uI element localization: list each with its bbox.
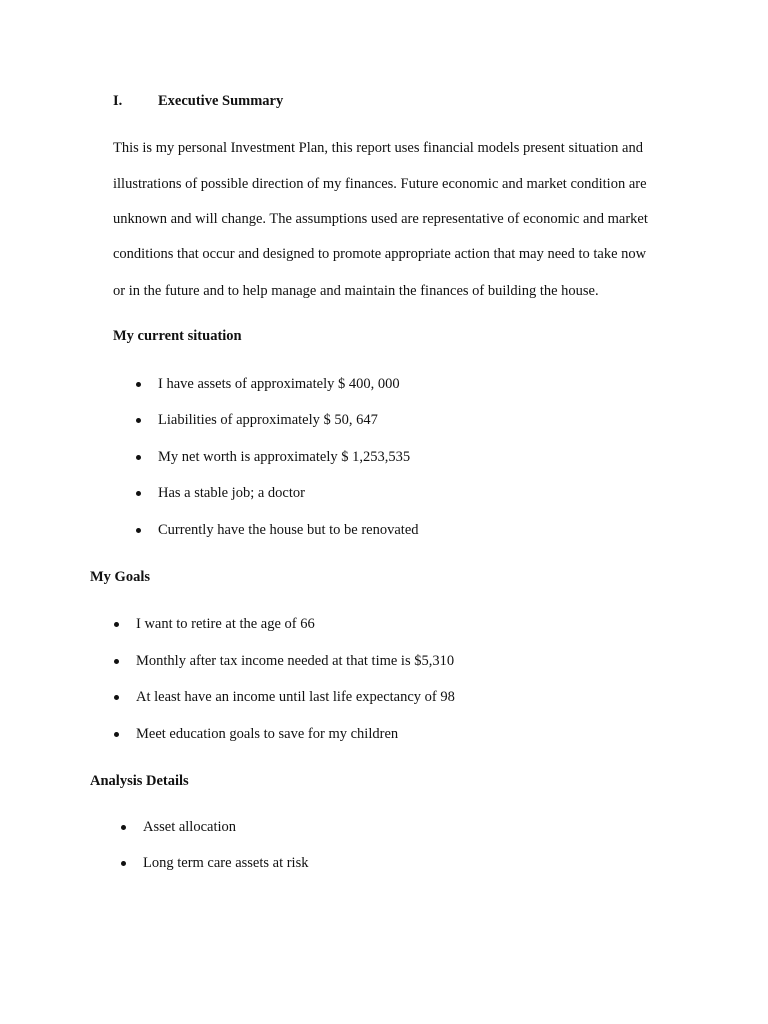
list-item: Monthly after tax income needed at that time is $5,310	[136, 653, 455, 669]
bullet-icon	[136, 382, 141, 387]
bullet-icon	[121, 861, 126, 866]
list-item: Currently have the house but to be renovated	[158, 522, 419, 538]
goals-heading: My Goals	[90, 569, 151, 585]
bullet-icon	[121, 825, 126, 830]
section-number: I.	[113, 93, 123, 109]
bullet-icon	[114, 695, 119, 700]
intro-line: illustrations of possible direction of my finances. Future economic and market condition are	[113, 176, 647, 192]
intro-line: This is my personal Investment Plan, this report uses financial models present situation and	[113, 140, 643, 156]
list-item: Long term care assets at risk	[143, 855, 309, 871]
list-item: At least have an income until last life expectancy of 98	[136, 689, 455, 705]
current-situation-heading: My current situation	[113, 328, 242, 344]
section-title: Executive Summary	[158, 93, 284, 109]
intro-line: unknown and will change. The assumptions used are representative of economic and market	[113, 211, 648, 227]
bullet-icon	[114, 622, 119, 627]
list-item: Has a stable job; a doctor	[158, 485, 305, 501]
list-item: I have assets of approximately $ 400, 000	[158, 376, 400, 392]
bullet-icon	[136, 418, 141, 423]
bullet-icon	[114, 659, 119, 664]
bullet-icon	[114, 732, 119, 737]
list-item: Meet education goals to save for my children	[136, 726, 399, 742]
analysis-heading: Analysis Details	[90, 773, 189, 789]
bullet-icon	[136, 455, 141, 460]
intro-line: or in the future and to help manage and maintain the finances of building the house.	[113, 283, 599, 299]
list-item: I want to retire at the age of 66	[136, 616, 315, 632]
bullet-icon	[136, 491, 141, 496]
list-item: Liabilities of approximately $ 50, 647	[158, 412, 378, 428]
intro-line: conditions that occur and designed to promote appropriate action that may need to take now	[113, 246, 647, 262]
list-item: My net worth is approximately $ 1,253,535	[158, 449, 411, 465]
list-item: Asset allocation	[143, 819, 237, 835]
bullet-icon	[136, 528, 141, 533]
